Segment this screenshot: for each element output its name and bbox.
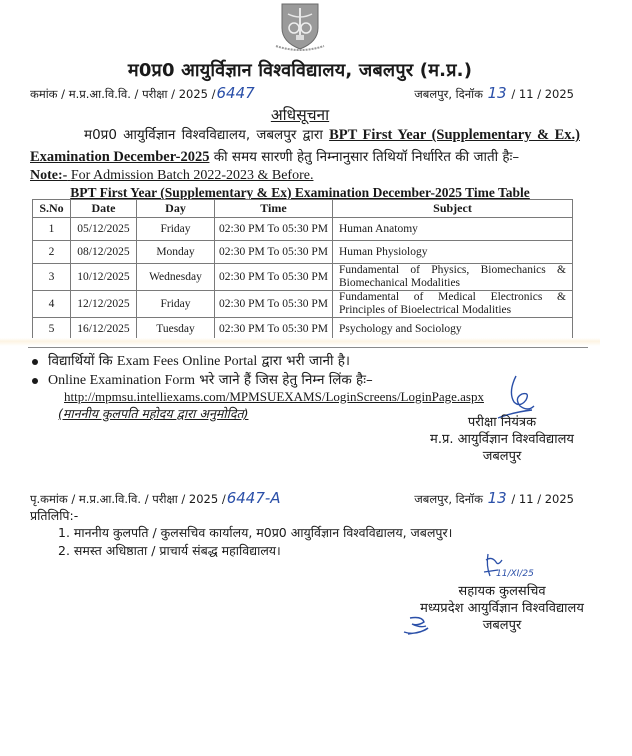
divider-line	[28, 347, 588, 348]
cell-time: 02:30 PM To 05:30 PM	[215, 264, 333, 291]
cell-subject: Fundamental of Medical Electronics & Principles of Bioelectrical Modalities	[333, 291, 573, 318]
university-title: म0प्र0 आयुर्विज्ञान विश्वविद्यालय, जबलपुर (म.प्र.)	[127, 60, 473, 81]
paragraph-tail: की समय सारणी हेतु निम्नानुसार तिथियॉ निर्धारित की जाती हैः–	[213, 149, 520, 165]
instructions-list	[30, 352, 570, 390]
date-suffix: / 11 / 2025	[511, 492, 574, 506]
signatory-organization: मध्यप्रदेश आयुर्विज्ञान विश्वविद्यालय	[420, 601, 584, 616]
date-suffix: / 11 / 2025	[511, 87, 574, 101]
cell-time: 02:30 PM To 05:30 PM	[215, 218, 333, 241]
signatory-city: जबलपुर	[482, 618, 522, 633]
table-row	[33, 218, 573, 241]
cell-day: Monday	[137, 241, 215, 264]
reference-prefix: पृ.कमांक / म.प्र.आ.वि.वि. / परीक्षा / 2025 /	[30, 492, 226, 506]
signature-date: 11/XI/25	[496, 569, 534, 579]
cell-sno: 5	[33, 318, 71, 341]
copy-to-label: प्रतिलिपि:-	[30, 508, 79, 523]
signatory-designation: परीक्षा नियंत्रक	[467, 415, 537, 430]
column-header-sno: S.No	[33, 200, 71, 218]
cell-time: 02:30 PM To 05:30 PM	[215, 241, 333, 264]
reference-number	[30, 84, 256, 102]
table-row	[33, 291, 573, 318]
university-emblem-icon	[268, 2, 332, 52]
cell-date: 16/12/2025	[71, 318, 137, 341]
instruction-text: Exam Fees Online Portal	[116, 354, 258, 369]
exam-name: BPT First Year (Supplementary & Ex.) Examination December-2025	[30, 127, 580, 165]
cell-time: 02:30 PM To 05:30 PM	[215, 318, 333, 341]
column-header-day: Day	[137, 200, 215, 218]
cell-time: 02:30 PM To 05:30 PM	[215, 291, 333, 318]
cell-subject: Psychology and Sociology	[333, 318, 573, 341]
cell-day: Friday	[137, 218, 215, 241]
column-header-date: Date	[71, 200, 137, 218]
note-label: Note:-	[30, 168, 68, 183]
cell-day: Tuesday	[137, 318, 215, 341]
cell-date: 12/12/2025	[71, 291, 137, 318]
endorsement-reference	[30, 489, 282, 507]
cell-date: 05/12/2025	[71, 218, 137, 241]
cell-subject: Human Anatomy	[333, 218, 573, 241]
column-header-subject: Subject	[333, 200, 573, 218]
initials-icon	[400, 614, 440, 636]
copy-to-list	[58, 524, 452, 560]
scan-band	[0, 338, 600, 346]
timetable-title: BPT First Year (Supplementary & Ex) Examination December-2025 Time Table	[70, 185, 530, 200]
table-row	[33, 241, 573, 264]
handwritten-ref-number: 6447-A	[226, 489, 281, 507]
bullet-icon	[32, 359, 38, 365]
date-prefix: जबलपुर, दिनॉक	[414, 492, 483, 506]
instruction-text: द्वारा भरी जानी है।	[261, 353, 351, 369]
cell-date: 10/12/2025	[71, 264, 137, 291]
issue-date	[414, 84, 574, 102]
notification-paragraph	[30, 124, 580, 168]
signatory-organization: म.प्र. आयुर्विज्ञान विश्वविद्यालय	[430, 432, 574, 447]
date-prefix: जबलपुर, दिनॉक	[414, 87, 483, 101]
timetable	[32, 199, 573, 341]
exam-form-link[interactable]: http://mpmsu.intelliexams.com/MPMSUEXAMS/LoginScreens/LoginPage.aspx	[64, 389, 484, 404]
instruction-text: भरे जाने हैं जिस हेतु निम्न लिंक हैः–	[199, 372, 373, 388]
table-row	[33, 264, 573, 291]
notification-title: अधिसूचना	[270, 106, 330, 124]
cell-date: 08/12/2025	[71, 241, 137, 264]
column-header-time: Time	[215, 200, 333, 218]
cell-subject: Human Physiology	[333, 241, 573, 264]
handwritten-ref-number: 6447	[216, 84, 255, 102]
instruction-text: Online Examination Form	[48, 373, 195, 388]
copy-to-item: 2. समस्त अधिष्ठाता / प्राचार्य संबद्ध महाविद्यालय।	[58, 543, 281, 558]
note-text: For Admission Batch 2022-2023 & Before.	[70, 168, 314, 183]
approval-note: (माननीय कुलपति महोदय द्वारा अनुमोदित)	[58, 406, 249, 421]
paragraph-lead: म0प्र0 आयुर्विज्ञान विश्वविद्यालय, जबलपुर द्वारा	[84, 127, 323, 143]
cell-day: Friday	[137, 291, 215, 318]
table-header-row	[33, 200, 573, 218]
endorsement-date	[414, 489, 574, 507]
admission-note	[30, 168, 580, 184]
reference-prefix: कमांक / म.प्र.आ.वि.वि. / परीक्षा / 2025 /	[30, 87, 216, 101]
handwritten-date-day: 13	[487, 489, 507, 507]
cell-sno: 4	[33, 291, 71, 318]
cell-sno: 3	[33, 264, 71, 291]
bullet-icon	[32, 378, 38, 384]
instruction-item	[30, 371, 570, 390]
signatory-exam-controller	[372, 414, 632, 465]
instruction-text: विद्यार्थियों कि	[48, 353, 113, 369]
cell-subject: Fundamental of Physics, Biomechanics & Biomechanical Modalities	[333, 264, 573, 291]
signatory-designation: सहायक कुलसचिव	[458, 584, 546, 599]
cell-sno: 1	[33, 218, 71, 241]
signatory-city: जबलपुर	[482, 449, 522, 464]
handwritten-date-day: 13	[487, 84, 507, 102]
cell-day: Wednesday	[137, 264, 215, 291]
copy-to-item: 1. माननीय कुलपति / कुलसचिव कार्यालय, म0प्र0 आयुर्विज्ञान विश्वविद्यालय, जबलपुर।	[58, 525, 453, 540]
instruction-item	[30, 352, 570, 371]
cell-sno: 2	[33, 241, 71, 264]
